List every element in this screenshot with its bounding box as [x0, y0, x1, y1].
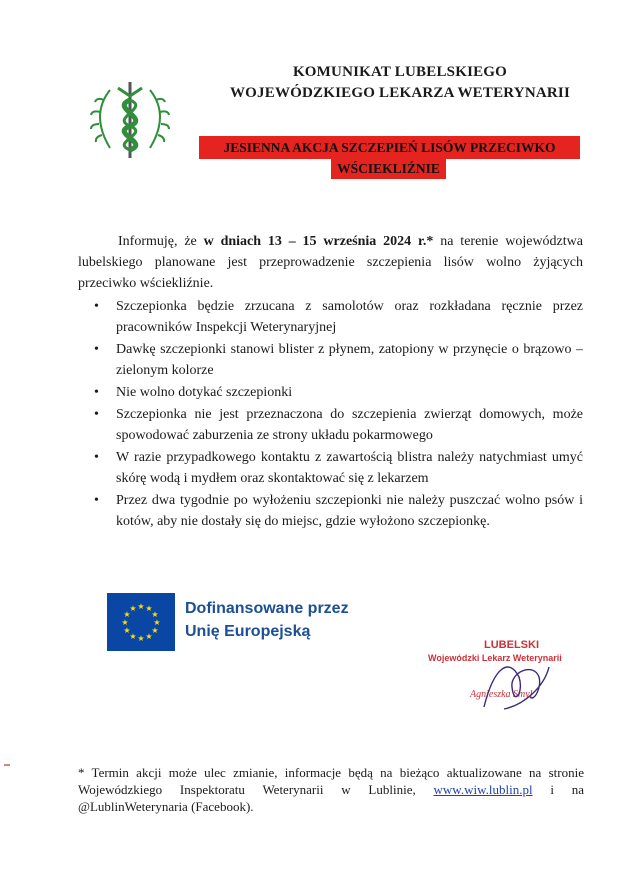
eu-funding-text — [185, 597, 349, 643]
bullet-icon: • — [94, 299, 99, 314]
bullet-icon: • — [94, 385, 99, 400]
svg-text:★: ★ — [153, 618, 161, 627]
svg-text:★: ★ — [145, 632, 153, 641]
eu-funding-line-1: Dofinansowane przez — [185, 600, 349, 617]
list-item — [94, 339, 583, 381]
stamp-line-1: LUBELSKI — [484, 639, 539, 651]
scan-mark — [4, 764, 10, 766]
bullet-icon: • — [94, 342, 99, 357]
website-link[interactable]: www.wiw.lublin.pl — [433, 782, 533, 797]
eu-flag-icon — [107, 593, 175, 651]
intro-date: w dniach 13 – 15 września 2024 r.* — [203, 234, 434, 249]
title-line-1: KOMUNIKAT LUBELSKIEGO — [292, 64, 508, 80]
bullet-icon: • — [94, 407, 99, 422]
list-item — [94, 490, 583, 532]
announcement-body — [78, 231, 583, 533]
svg-text:★: ★ — [129, 604, 137, 613]
eu-funding-line-2: Unię Europejską — [185, 623, 311, 640]
eu-funding-logo — [107, 593, 377, 651]
bullet-icon: • — [94, 493, 99, 508]
intro-text-end: na terenie województwa lubelskiego planowane jest przeprowadzenie szczepienia lisów wolno żyjących przeciwko wściekliźnie. — [78, 234, 583, 291]
list-item-text: Szczepionka będzie zrzucana z samolotów oraz rozkładana ręcznie przez pracowników Inspekcji Weterynaryjnej — [116, 299, 583, 335]
footnote-text-end: i na @LublinWeterynaria (Facebook). — [78, 782, 584, 814]
list-item — [94, 296, 583, 338]
list-item — [94, 382, 583, 403]
svg-text:★: ★ — [123, 626, 131, 635]
list-item-text: Szczepionka nie jest przeznaczona do szczepienia zwierząt domowych, może spowodować zaburzenia ze strony układu pokarmowego — [116, 407, 583, 443]
svg-text:★: ★ — [137, 634, 145, 643]
footnote — [78, 764, 584, 815]
svg-text:★: ★ — [151, 610, 159, 619]
list-item-text: Dawkę szczepionki stanowi blister z płynem, zatopiony w przynęcie o brązowo – zielonym kolorze — [116, 342, 583, 378]
official-stamp — [424, 637, 584, 717]
bullet-icon: • — [94, 450, 99, 465]
svg-text:★: ★ — [129, 632, 137, 641]
title-line-2: WOJEWÓDZKIEGO LEKARZA WETERYNARII — [229, 85, 571, 101]
list-item-text: W razie przypadkowego kontaktu z zawartością blistra należy natychmiast umyć skórę wodą i mydłem oraz skontaktować się z lekarzem — [116, 450, 583, 486]
intro-paragraph — [78, 231, 583, 294]
page-title — [200, 62, 600, 104]
list-item-text: Nie wolno dotykać szczepionki — [116, 385, 293, 400]
list-item-text: Przez dwa tygodnie po wyłożeniu szczepionki nie należy puszczać wolno psów i kotów, aby nie dostały się do miejsc, gdzie wyłożono szczepionkę. — [116, 493, 583, 529]
footnote-text: * Termin akcji może ulec zmianie, informacje będą na bieżąco aktualizowane na stronie Wojewódzkiego Inspektoratu Weterynarii w Lublinie, — [78, 765, 584, 797]
stamp-line-2: Wojewódzki Lekarz Weterynarii — [428, 653, 562, 663]
signature-icon — [464, 647, 564, 717]
caduceus-laurel-logo — [80, 70, 180, 170]
list-item — [94, 404, 583, 446]
bullet-list — [78, 296, 583, 532]
intro-text-start: Informuję, że — [118, 234, 204, 249]
stamp-line-3: Agnieszka Smyl — [470, 689, 533, 700]
svg-text:★: ★ — [123, 610, 131, 619]
svg-text:★: ★ — [151, 626, 159, 635]
svg-text:★: ★ — [145, 604, 153, 613]
campaign-banner-line-1: JESIENNA AKCJA SZCZEPIEŃ LISÓW PRZECIWKO — [199, 136, 580, 159]
svg-text:★: ★ — [137, 602, 145, 611]
svg-text:★: ★ — [121, 618, 129, 627]
list-item — [94, 447, 583, 489]
campaign-banner-line-2: WŚCIEKLIŹNIE — [331, 159, 446, 179]
